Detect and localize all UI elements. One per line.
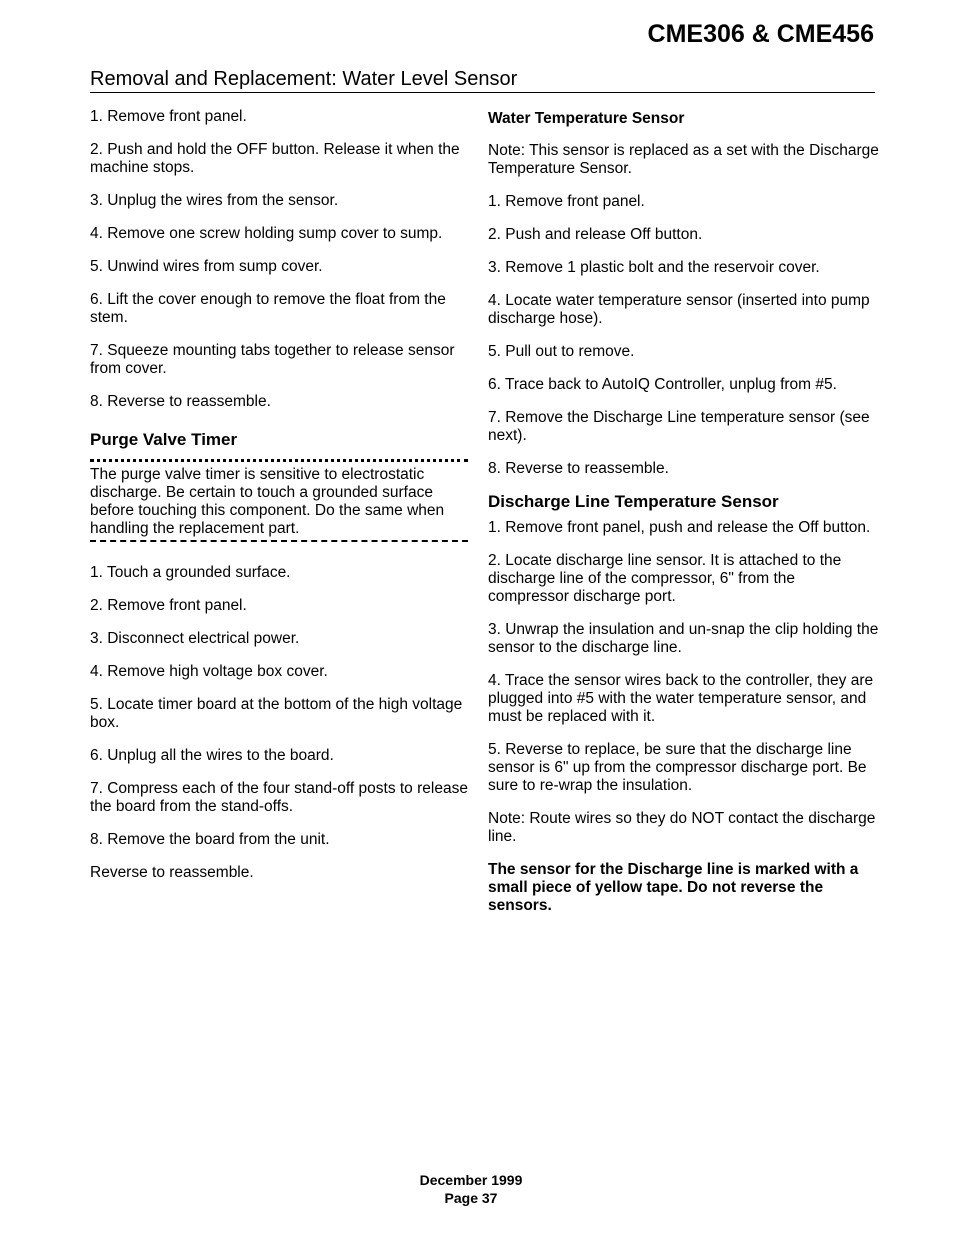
discharge-note: Note: Route wires so they do NOT contact the discharge line. [488, 810, 876, 845]
step-item: 8. Reverse to reassemble. [90, 393, 271, 410]
step-item: 1. Remove front panel. [90, 108, 247, 125]
step-item: Reverse to reassemble. [90, 864, 254, 881]
water-temperature-sensor-heading: Water Temperature Sensor [488, 110, 685, 127]
discharge-line-sensor-heading: Discharge Line Temperature Sensor [488, 492, 779, 511]
step-item: 2. Remove front panel. [90, 597, 247, 614]
step-item: 5. Reverse to replace, be sure that the discharge line sensor is 6" up from the compressor discharge port. Be sure to re-wrap the insulation. [488, 741, 867, 794]
page-footer [0, 1171, 942, 1207]
right-column [488, 108, 880, 930]
footer-page-number: Page 37 [444, 1190, 498, 1206]
step-item: 5. Unwind wires from sump cover. [90, 258, 323, 275]
step-item: 4. Remove one screw holding sump cover to sump. [90, 225, 443, 242]
model-title: CME306 & CME456 [647, 20, 874, 48]
discharge-warning: The sensor for the Discharge line is marked with a small piece of yellow tape. Do not reverse the sensors. [488, 861, 859, 914]
step-item: 4. Remove high voltage box cover. [90, 663, 328, 680]
step-item: 3. Unwrap the insulation and un-snap the clip holding the sensor to the discharge line. [488, 621, 879, 656]
step-item: 6. Unplug all the wires to the board. [90, 747, 334, 764]
step-item: 4. Trace the sensor wires back to the controller, they are plugged into #5 with the water temperature sensor, and must be replaced with it. [488, 672, 874, 725]
step-item: 6. Lift the cover enough to remove the float from the stem. [90, 291, 446, 326]
left-column [90, 108, 475, 897]
step-item: 3. Remove 1 plastic bolt and the reservoir cover. [488, 259, 820, 276]
footer-date: December 1999 [419, 1172, 523, 1188]
step-item: 8. Remove the board from the unit. [90, 831, 330, 848]
step-item: 5. Locate timer board at the bottom of the high voltage box. [90, 696, 463, 731]
step-item: 7. Compress each of the four stand-off posts to release the board from the stand-offs. [90, 780, 468, 815]
step-item: 6. Trace back to AutoIQ Controller, unplug from #5. [488, 376, 837, 393]
step-item: 7. Remove the Discharge Line temperature sensor (see next). [488, 409, 870, 444]
step-item: 7. Squeeze mounting tabs together to release sensor from cover. [90, 342, 455, 377]
esd-caution-text: The purge valve timer is sensitive to electrostatic discharge. Be certain to touch a grounded surface before touching this component. Do the same when handling the replacement part. [90, 466, 445, 537]
water-temp-note: Note: This sensor is replaced as a set with the Discharge Temperature Sensor. [488, 142, 879, 177]
step-item: 1. Remove front panel. [488, 193, 645, 210]
section-title: Removal and Replacement: Water Level Sensor [90, 68, 875, 93]
step-item: 2. Push and release Off button. [488, 226, 703, 243]
esd-caution-box [90, 459, 468, 542]
purge-valve-timer-heading: Purge Valve Timer [90, 430, 238, 449]
step-item: 2. Locate discharge line sensor. It is attached to the discharge line of the compressor, 6" from the compressor discharge port. [488, 552, 842, 605]
step-item: 4. Locate water temperature sensor (inserted into pump discharge hose). [488, 292, 870, 327]
step-item: 5. Pull out to remove. [488, 343, 635, 360]
step-item: 3. Unplug the wires from the sensor. [90, 192, 339, 209]
step-item: 1. Touch a grounded surface. [90, 564, 291, 581]
step-item: 2. Push and hold the OFF button. Release it when the machine stops. [90, 141, 460, 176]
step-item: 1. Remove front panel, push and release the Off button. [488, 519, 871, 536]
step-item: 8. Reverse to reassemble. [488, 460, 669, 477]
step-item: 3. Disconnect electrical power. [90, 630, 300, 647]
